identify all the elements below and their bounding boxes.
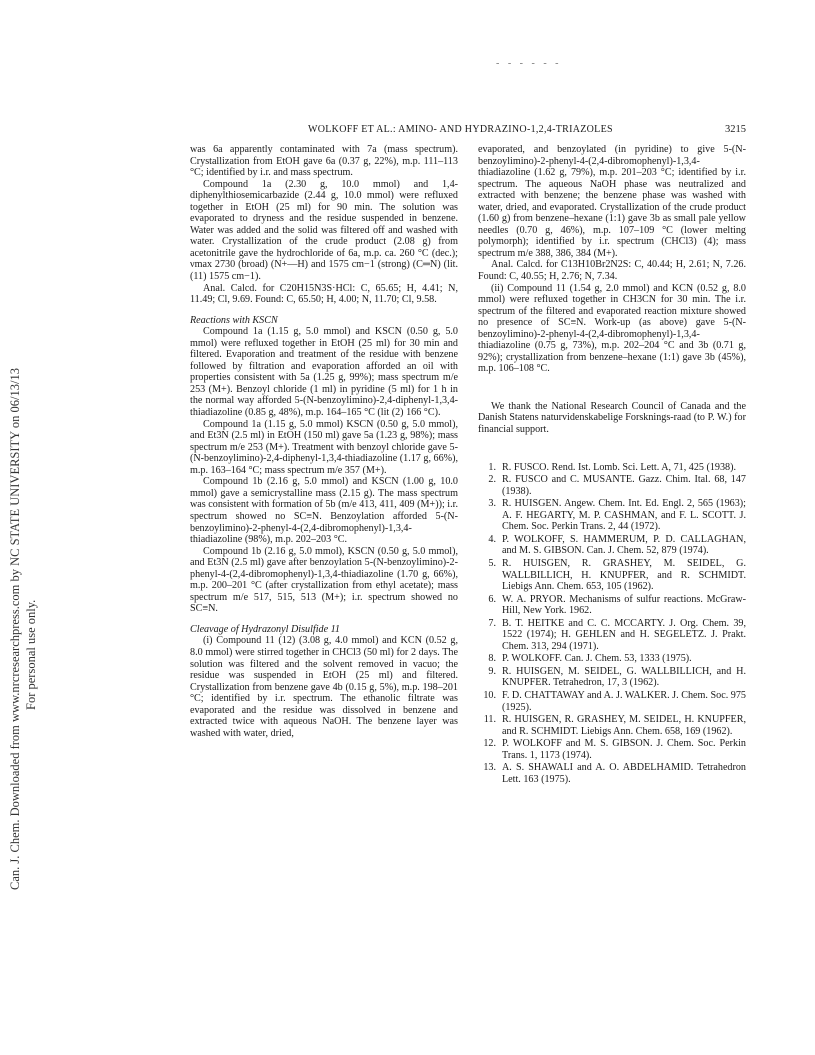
paragraph: (i) Compound 11 (12) (3.08 g, 4.0 mmol) and KCN (0.52 g, 8.0 mmol) were stirred together in CHCl3 (50 ml) for 2 days. The solution was filtered and the solvent removed in vacuo; the residue was suspended in EtOH (25 ml) and filtered. Crystallization from benzene gave 4b (0.15 g, 5%), m.p. 198–201 °C; identified by i.r. spectrum. The ethanolic filtrate was evaporated and the residue was dissolved in benzene and extracted twice with aqueous NaOH. The benzene layer was washed with water, dried, [190, 635, 458, 739]
paragraph: (ii) Compound 11 (1.54 g, 2.0 mmol) and KCN (0.52 g, 8.0 mmol) were refluxed together in CH3CN for 30 min. The i.r. spectrum of the filtered and evaporated reaction mixture showed no presence of SC≡N. Work-up (as above) gave 5-(N-benzoylimino)-2-phenyl-4-(2,4-dibromophenyl)-1,3,4-thiadiazoline (0.75 g, 73%), m.p. 202–204 °C and 3b (0.71 g, 92%); crystallization from benzene–hexane (1:1) gave 3b (45%), m.p. 106–108 °C. [478, 282, 746, 375]
reference-item [478, 558, 746, 593]
paragraph: Compound 1b (2.16 g, 5.0 mmol), KSCN (0.50 g, 5.0 mmol), and Et3N (2.5 ml) gave after benzoylation 5-(N-benzoylimino)-2-phenyl-4-(2,4-dibromophenyl)-1,3,4-thiadiazoline (1.70 g, 66%), m.p. 200–201 °C (after crystallization from ethyl acetate); mass spectrum m/e 517, 515, 513 (M+); i.r. spectrum showed no SC≡N. [190, 545, 458, 615]
page-number: 3215 [725, 124, 746, 135]
paragraph: Anal. Calcd. for C13H10Br2N2S: C, 40.44; H, 2.61; N, 7.26. Found: C, 40.55; H, 2.76; N, 7.34. [478, 259, 746, 283]
reference-number: 9. [488, 665, 496, 677]
reference-item [478, 714, 746, 737]
reference-item [478, 618, 746, 653]
reference-number: 12. [483, 738, 496, 750]
reference-text: P. WOLKOFF. Can. J. Chem. 53, 1333 (1975). [502, 653, 692, 665]
reference-number: 3. [488, 498, 496, 510]
reference-text: P. WOLKOFF and M. S. GIBSON. J. Chem. Soc. Perkin Trans. 1, 1173 (1974). [502, 738, 746, 761]
paragraph: evaporated, and benzoylated (in pyridine) to give 5-(N-benzoylimino)-2-phenyl-4-(2,4-dibromophenyl)-1,3,4-thiadiazoline (1.62 g, 79%), m.p. 201–203 °C; identified by i.r. spectrum. The aqueous NaOH phase was neutralized and extracted with benzene; the benzene phase was washed with water, dried, and evaporated. Crystallization of the crude product (1.60 g) from benzene–hexane (1:1) gave 3b as small pale yellow needles (0.70 g, 46%), m.p. 107–109 °C (lower melting polymorph); identified by i.r. spectrum (CHCl3) (4); mass spectrum m/e 388, 386, 384 (M+). [478, 144, 746, 259]
reference-item [478, 474, 746, 497]
reference-text: W. A. PRYOR. Mechanisms of sulfur reactions. McGraw-Hill, New York. 1962. [502, 593, 746, 617]
top-mark: - - - - - - [496, 58, 562, 69]
watermark-line-download: Can. J. Chem. Downloaded from www.nrcresearchpress.com by NC STATE UNIVERSITY on 06/13/13 [8, 368, 22, 890]
reference-item [478, 738, 746, 761]
reference-text: R. FUSCO. Rend. Ist. Lomb. Sci. Lett. A, 71, 425 (1938). [502, 461, 737, 473]
reference-item [478, 653, 746, 665]
reference-number: 2. [488, 474, 496, 486]
paragraph: Compound 1a (1.15 g, 5.0 mmol) KSCN (0.50 g, 5.0 mmol), and Et3N (2.5 ml) in EtOH (150 ml) gave 5a (1.23 g, 98%); mass spectrum m/e 253 (M+). Treatment with benzoyl chloride gave 5-(N-benzoylimino)-2,4-diphenyl-1,3,4-thiadiazoline (1.17 g, 66%), m.p. 163–164 °C; mass spectrum m/e 357 (M+). [190, 418, 458, 476]
reference-item [478, 462, 746, 474]
reference-number: 6. [488, 593, 496, 605]
reference-text: F. D. CHATTAWAY and A. J. WALKER. J. Chem. Soc. 975 (1925). [502, 689, 746, 713]
reference-text: A. S. SHAWALI and A. O. ABDELHAMID. Tetrahedron Lett. 163 (1975). [502, 762, 746, 785]
reference-number: 10. [483, 689, 496, 701]
reference-number: 4. [488, 533, 496, 545]
reference-text: P. WOLKOFF, S. HAMMERUM, P. D. CALLAGHAN, and M. S. GIBSON. Can. J. Chem. 52, 879 (1974). [502, 533, 746, 557]
reference-item [478, 594, 746, 617]
acknowledgement: We thank the National Research Council of Canada and the Danish Statens naturvidenskabelige Forsknings-raad (to P. W.) for financial support. [478, 400, 746, 436]
reference-item [478, 498, 746, 533]
reference-number: 8. [488, 653, 496, 665]
reference-text: R. HUISGEN, R. GRASHEY, M. SEIDEL, H. KNUPFER, and R. SCHMIDT. Liebigs Ann. Chem. 658, 169 (1962). [502, 714, 746, 737]
reference-number: 7. [488, 617, 496, 629]
paragraph: was 6a apparently contaminated with 7a (mass spectrum). Crystallization from EtOH gave 6a (0.37 g, 22%), m.p. 111–113 °C; identified by i.r. and mass spectrum. [190, 144, 458, 179]
reference-text: R. HUISGEN, M. SEIDEL, G. WALLBILLICH, and H. KNUPFER. Tetrahedron, 17, 3 (1962). [502, 665, 746, 689]
reference-number: 1. [488, 461, 496, 473]
reference-item [478, 690, 746, 713]
reference-item [478, 762, 746, 785]
running-title: WOLKOFF ET AL.: AMINO- AND HYDRAZINO-1,2,4-TRIAZOLES [308, 124, 613, 135]
reference-text: B. T. HEITKE and C. C. MCCARTY. J. Org. Chem. 39, 1522 (1974); H. GEHLEN and H. SEGELETZ. J. Prakt. Chem. 313, 294 (1971). [502, 617, 746, 652]
reference-text: R. HUISGEN, R. GRASHEY, M. SEIDEL, G. WALLBILLICH, H. KNUPFER, and R. SCHMIDT. Liebigs Ann. Chem. 653, 105 (1962). [502, 557, 746, 593]
paragraph: Compound 1b (2.16 g, 5.0 mmol) and KSCN (1.00 g, 10.0 mmol) gave a semicrystalline mass (2.15 g). The mass spectrum was consistent with formation of 5b (m/e 413, 411, 409 (M+)); i.r. spectrum showed no SC≡N. Benzoylation afforded 5-(N-benzoylimino)-2-phenyl-4-(2,4-dibromophenyl)-1,3,4-thiadiazoline (98%), m.p. 202–203 °C. [190, 476, 458, 546]
paragraph: Anal. Calcd. for C20H15N3S·HCl: C, 65.65; H, 4.41; N, 11.49; Cl, 9.69. Found: C, 65.50; H, 4.00; N, 11.70; Cl, 9.58. [190, 282, 458, 306]
paragraph: Compound 1a (2.30 g, 10.0 mmol) and 1,4-diphenylthiosemicarbazide (2.44 g, 10.0 mmol) were refluxed together in EtOH (25 ml) for 90 min. The solution was evaporated to dryness and the residue suspended in benzene. Water was added and the solid was filtered off and washed with water. Crystallization of the crude product (2.08 g) from acetonitrile gave the hydrochloride of 6a, m.p. ca. 260 °C (dec.); νmax 2730 (broad) (N+—H) and 1575 cm−1 (strong) (C═N) (lit. (11) 1575 cm−1). [190, 178, 458, 283]
reference-text: R. HUISGEN. Angew. Chem. Int. Ed. Engl. 2, 565 (1963); A. F. HEGARTY, M. P. CASHMAN, and F. L. SCOTT. J. Chem. Soc. Perkin Trans. 2, 44 (1972). [502, 498, 746, 533]
page-header [190, 124, 746, 138]
section-heading: Cleavage of Hydrazonyl Disulfide 11 [190, 623, 340, 635]
reference-list [478, 462, 746, 786]
watermark-line-personal-use: For personal use only. [24, 599, 38, 710]
left-column [190, 144, 458, 739]
reference-number: 13. [483, 762, 496, 774]
reference-text: R. FUSCO and C. MUSANTE. Gazz. Chim. Ital. 68, 147 (1938). [502, 474, 746, 497]
download-watermark [6, 190, 46, 890]
reference-number: 11. [483, 714, 496, 726]
paragraph: Compound 1a (1.15 g, 5.0 mmol) and KSCN (0.50 g, 5.0 mmol) were refluxed together in EtOH (25 ml) for 30 min and filtered. Evaporation and treatment of the residue with benzene followed by filtration and evaporation afforded an oil with properties consistent with 5a (1.25 g, 99%); mass spectrum m/e 253 (M+). Benzoyl chloride (1 ml) in pyridine (5 ml) for 1 h in the normal way afforded 5-(N-benzoylimino)-2,4-diphenyl-1,3,4-thiadiazoline (0.85 g, 48%), m.p. 164–165 °C (lit (2) 166 °C). [190, 326, 458, 419]
reference-item [478, 534, 746, 557]
reference-number: 5. [488, 557, 496, 569]
reference-item [478, 666, 746, 689]
right-column [478, 144, 746, 786]
section-heading: Reactions with KSCN [190, 314, 278, 326]
